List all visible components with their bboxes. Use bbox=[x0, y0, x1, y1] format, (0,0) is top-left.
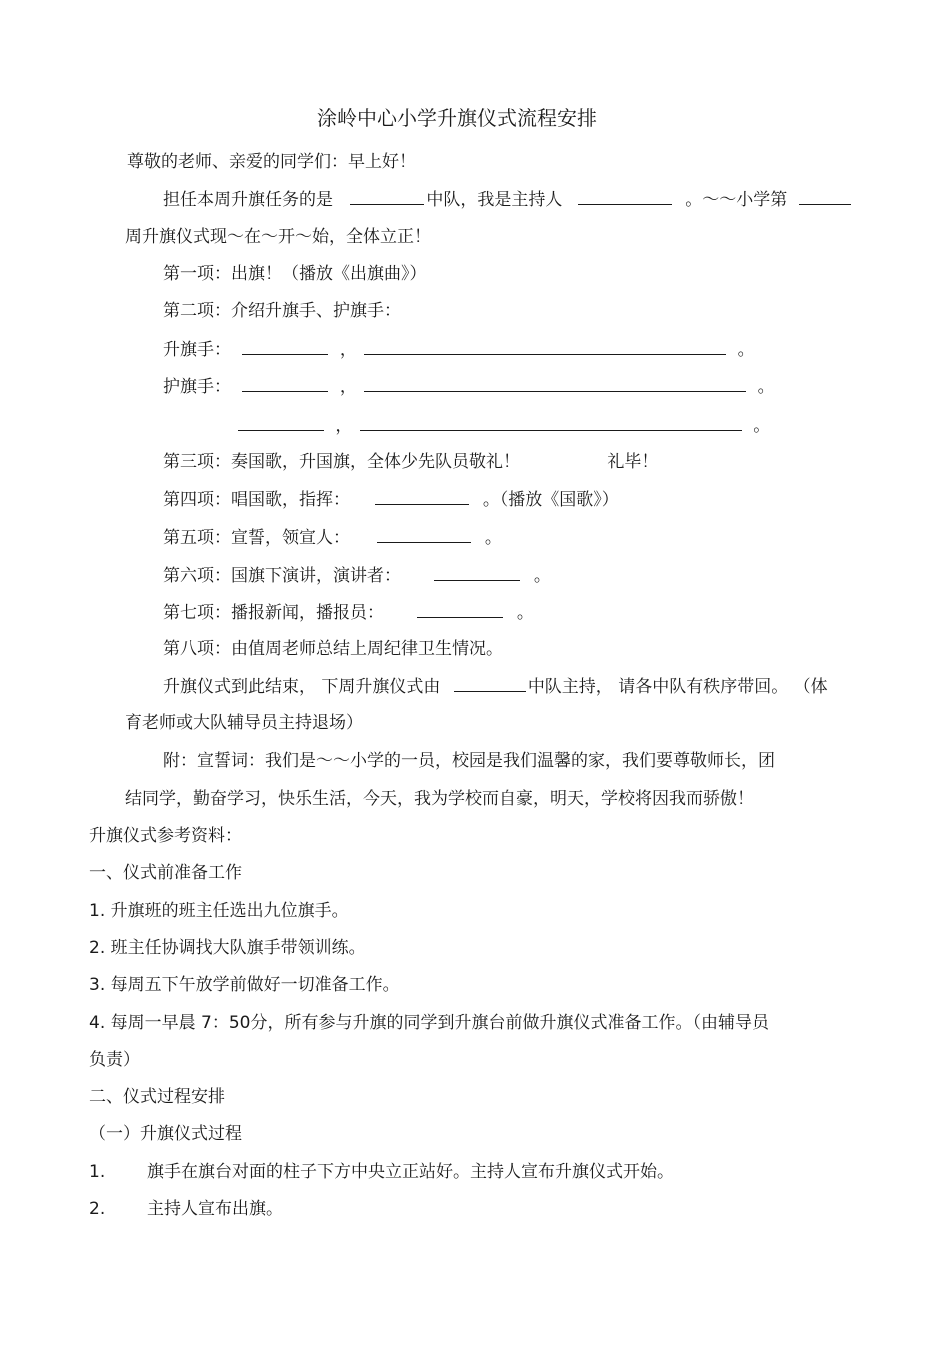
period: 。 bbox=[484, 528, 502, 548]
closing-line-1 bbox=[163, 675, 828, 698]
step-1 bbox=[89, 1161, 674, 1183]
prep-item-4-cont: 负责） bbox=[89, 1050, 140, 1070]
comma: ， bbox=[339, 377, 357, 397]
step-number: 1. bbox=[89, 1162, 106, 1182]
flag-guard-blank-4 bbox=[360, 414, 742, 431]
step-number: 2. bbox=[89, 1199, 106, 1219]
closing-text-1: 升旗仪式到此结束， 下周升旗仪式由 bbox=[163, 677, 441, 697]
intro-text-2: 中队，我是主持人 bbox=[426, 190, 563, 210]
comma: ， bbox=[335, 416, 353, 436]
closing-text-2: 中队主持， 请各中队有秩序带回。 （体 bbox=[527, 677, 828, 697]
flag-guard-blank-2 bbox=[364, 375, 746, 392]
flag-raiser-blank-2 bbox=[364, 338, 726, 355]
comma: ， bbox=[339, 340, 357, 360]
news-reader-blank bbox=[417, 601, 503, 618]
section-2-heading: 二、仪式过程安排 bbox=[89, 1087, 225, 1107]
speaker-blank bbox=[434, 564, 520, 581]
item-8: 第八项：由值周老师总结上周纪律卫生情况。 bbox=[163, 639, 503, 659]
item-5 bbox=[163, 526, 502, 549]
flag-guard-blank-3 bbox=[238, 414, 324, 431]
step-text: 主持人宣布出旗。 bbox=[147, 1199, 283, 1219]
conductor-blank bbox=[375, 488, 469, 505]
flag-guard-line-2 bbox=[236, 414, 770, 437]
period: 。 bbox=[757, 377, 775, 397]
prep-item-4: 4. 每周一早晨 7：50分，所有参与升旗的同学到升旗台前做升旗仪式准备工作。（由辅导员 bbox=[89, 1013, 769, 1033]
item-5-text: 第五项：宣誓，领宣人： bbox=[163, 528, 350, 548]
item-2: 第二项：介绍升旗手、护旗手： bbox=[163, 301, 401, 321]
intro-line-1 bbox=[163, 188, 853, 211]
flag-guard-line-1 bbox=[163, 375, 775, 398]
item-7-text: 第七项：播报新闻，播报员： bbox=[163, 603, 384, 623]
item-3-text: 第三项：奏国歌，升国旗，全体少先队员敬礼！ bbox=[163, 452, 520, 472]
subsection-1-heading: （一）升旗仪式过程 bbox=[89, 1124, 242, 1144]
item-7 bbox=[163, 601, 534, 624]
flag-raiser-blank-1 bbox=[242, 338, 328, 355]
flag-guard-label: 护旗手： bbox=[163, 377, 231, 397]
item-4 bbox=[163, 488, 619, 511]
week-blank bbox=[799, 188, 851, 205]
greeting: 尊敬的老师、亲爱的同学们：早上好！ bbox=[127, 152, 416, 172]
oath-line-2: 结同学，勤奋学习，快乐生活，今天，我为学校而自豪，明天，学校将因我而骄傲！ bbox=[125, 789, 754, 809]
intro-text-3: 。～～小学第 bbox=[685, 190, 788, 210]
item-1: 第一项：出旗！（播放《出旗曲》） bbox=[163, 264, 427, 284]
step-2 bbox=[89, 1198, 283, 1220]
squadron-blank bbox=[350, 188, 424, 205]
prep-item-1: 1. 升旗班的班主任选出九位旗手。 bbox=[89, 901, 349, 921]
item-4-text: 第四项：唱国歌，指挥： bbox=[163, 490, 350, 510]
item-6-text: 第六项：国旗下演讲，演讲者： bbox=[163, 566, 401, 586]
intro-text-1: 担任本周升旗任务的是 bbox=[163, 190, 333, 210]
item-3 bbox=[163, 451, 658, 473]
reference-heading: 升旗仪式参考资料： bbox=[89, 826, 242, 846]
item-6 bbox=[163, 564, 551, 587]
item-3-salute-end: 礼毕！ bbox=[607, 452, 659, 472]
closing-line-2: 育老师或大队辅导员主持退场） bbox=[125, 713, 363, 733]
period: 。 bbox=[516, 603, 534, 623]
flag-raiser-label: 升旗手： bbox=[163, 340, 231, 360]
prep-item-3: 3. 每周五下午放学前做好一切准备工作。 bbox=[89, 975, 400, 995]
flag-guard-blank-1 bbox=[242, 375, 328, 392]
next-squadron-blank bbox=[454, 675, 526, 692]
flag-raiser-line bbox=[163, 338, 755, 361]
oath-line-1: 附：宣誓词：我们是～～小学的一员，校园是我们温馨的家，我们要尊敬师长，团 bbox=[163, 751, 775, 771]
intro-line-2: 周升旗仪式现～在～开～始，全体立正！ bbox=[125, 227, 431, 247]
host-blank bbox=[578, 188, 672, 205]
oath-leader-blank bbox=[377, 526, 471, 543]
period: 。 bbox=[737, 340, 755, 360]
period: 。 bbox=[753, 416, 771, 436]
step-text: 旗手在旗台对面的柱子下方中央立正站好。主持人宣布升旗仪式开始。 bbox=[147, 1162, 674, 1182]
period: 。 bbox=[533, 566, 551, 586]
item-4-note: 。（播放《国歌》） bbox=[482, 490, 619, 510]
prep-item-2: 2. 班主任协调找大队旗手带领训练。 bbox=[89, 938, 366, 958]
section-1-heading: 一、仪式前准备工作 bbox=[89, 863, 242, 883]
document-title: 涂岭中心小学升旗仪式流程安排 bbox=[317, 106, 597, 130]
